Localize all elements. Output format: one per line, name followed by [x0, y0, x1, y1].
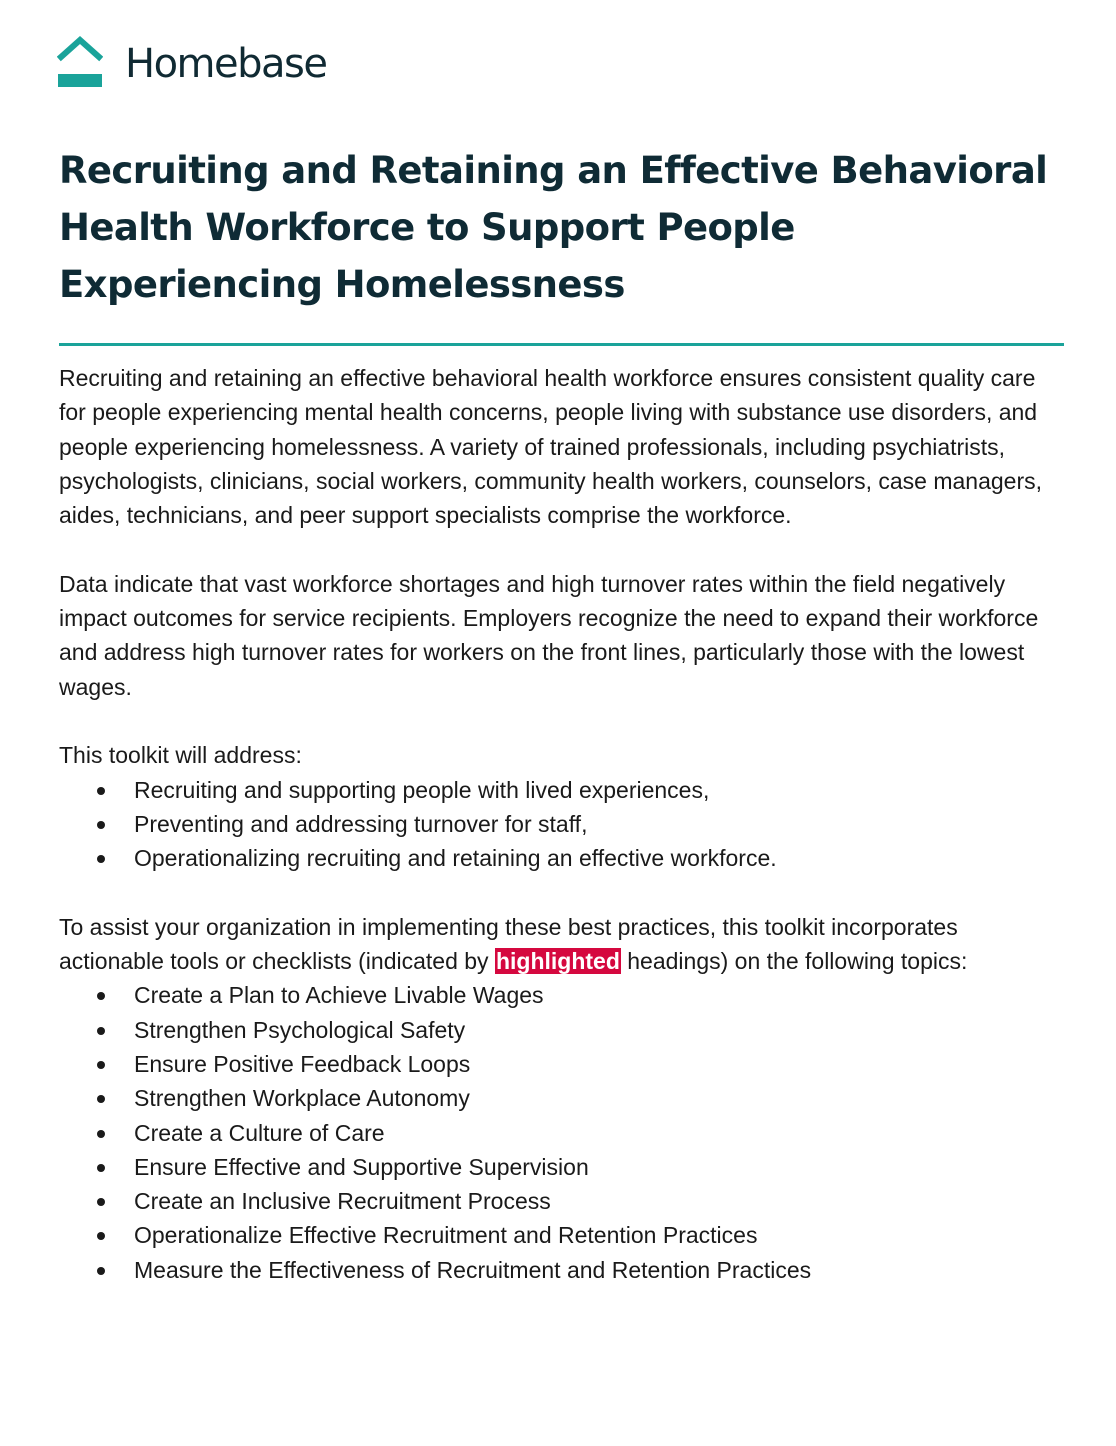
house-icon	[57, 35, 103, 89]
list-item: Operationalizing recruiting and retaining an effective workforce.	[59, 841, 1059, 875]
data-paragraph: Data indicate that vast workforce shortages and high turnover rates within the field negatively impact outcomes for service recipients. Employers recognize the need to expand their workforce and address high turnover rates for workers on the front lines, particularly those with the lowest wages.	[59, 570, 1039, 700]
list-item: Measure the Effectiveness of Recruitment and Retention Practices	[59, 1253, 1059, 1287]
assist-paragraph	[59, 910, 1059, 979]
list-item: Recruiting and supporting people with lived experiences,	[59, 773, 1059, 807]
topics-list	[59, 978, 1059, 1287]
document-title: Recruiting and Retaining an Effective Behavioral Health Workforce to Support People Experiencing Homelessness	[59, 149, 1048, 306]
list-item: Operationalize Effective Recruitment and Retention Practices	[59, 1218, 1059, 1252]
address-intro: This toolkit will address:	[59, 742, 302, 769]
homebase-logo	[57, 32, 326, 92]
list-item: Create a Plan to Achieve Livable Wages	[59, 978, 1059, 1012]
intro-paragraph: Recruiting and retaining an effective behavioral health workforce ensures consistent quality care for people experiencing mental health concerns, people living with substance use disorders, and people experiencing homelessness. A variety of trained professionals, including psychiatrists, psychologists, clinicians, social workers, community health workers, counselors, case managers, aides, technicians, and peer support specialists comprise the workforce.	[59, 365, 1043, 529]
list-item: Create a Culture of Care	[59, 1116, 1059, 1150]
document-body	[59, 361, 1059, 1321]
list-item: Preventing and addressing turnover for staff,	[59, 807, 1059, 841]
assist-text-before: To assist your organization in implementing these best practices, this toolkit incorporates actionable tools or checklists (indicated by	[59, 913, 958, 975]
list-item: Strengthen Psychological Safety	[59, 1013, 1059, 1047]
highlight-badge: highlighted	[495, 948, 620, 975]
list-item: Ensure Effective and Supportive Supervision	[59, 1150, 1059, 1184]
assist-text-after: headings) on the following topics:	[620, 948, 968, 975]
list-item: Create an Inclusive Recruitment Process	[59, 1184, 1059, 1218]
address-list	[59, 773, 1059, 876]
brand-name: Homebase	[125, 41, 327, 87]
list-item: Ensure Positive Feedback Loops	[59, 1047, 1059, 1081]
title-divider	[59, 343, 1064, 346]
list-item: Strengthen Workplace Autonomy	[59, 1081, 1059, 1115]
